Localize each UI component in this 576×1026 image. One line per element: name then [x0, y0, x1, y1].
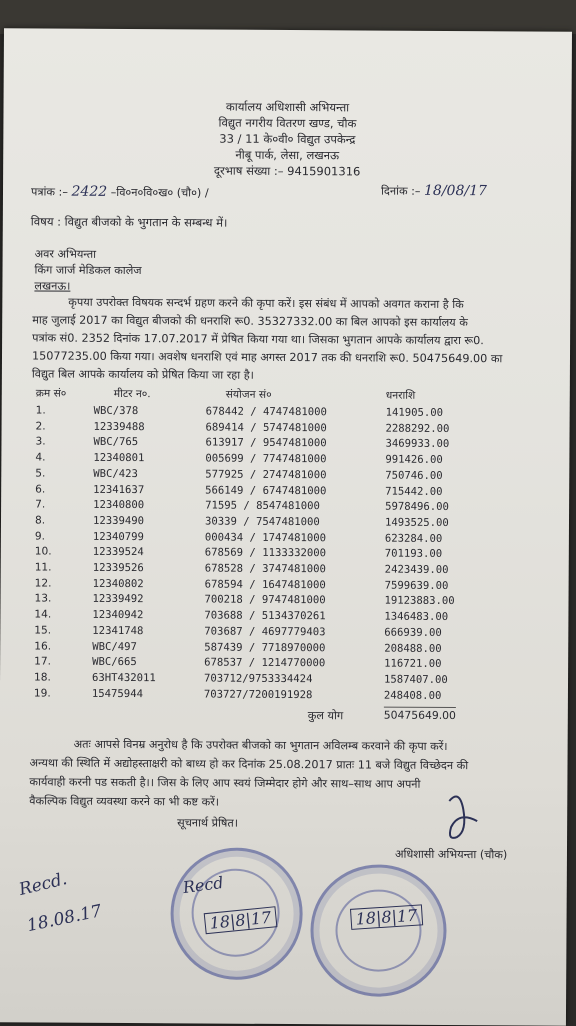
date-line [381, 183, 487, 200]
row-connection: 005699 / 7747481000 [205, 452, 327, 466]
closing-line: वैकल्पिक विद्युत व्यवस्था करने का भी कष्ट करें। [29, 794, 220, 809]
row-connection: 703687 / 4697779403 [204, 625, 326, 639]
row-connection: 566149 / 6747481000 [205, 484, 327, 497]
row-amount: 1346483.00 [384, 610, 449, 624]
table-row [1, 561, 561, 578]
office-title: कार्यालय अधिशासी अभियन्ता [225, 99, 350, 115]
row-serial: 7. [35, 498, 46, 511]
row-meter: 12339526 [92, 561, 144, 575]
table-row [1, 546, 561, 563]
ref-number: 2422 [71, 183, 108, 200]
row-connection: 000434 / 1747481000 [204, 531, 327, 544]
row-meter: 12341748 [92, 624, 144, 637]
row-serial: 19. [33, 687, 51, 700]
total-value: 50475649.00 [383, 708, 456, 723]
table-header [2, 386, 562, 403]
closing-line: कार्यवाही करनी पड सकती है।। जिस के लिए आप स्वयं जिम्मेदार होगे और साथ–साथ आप अपनी [29, 775, 421, 791]
row-amount: 7599639.00 [384, 579, 449, 592]
signatory: अधिशासी अभियन्ता (चौक) [394, 847, 508, 862]
table-row [2, 420, 562, 437]
row-serial: 8. [34, 514, 46, 527]
row-connection: 678442 / 4747481000 [205, 405, 327, 419]
header-connection: संयोजन सं० [225, 388, 272, 401]
row-serial: 9. [34, 530, 46, 543]
table-row [2, 404, 562, 421]
body-line: माह जुलाई 2017 का विद्युत बीजको की धनराशि रू0. 35327332.00 का बिल आपको इस कार्यालय के [32, 313, 468, 330]
row-connection: 700218 / 9747481000 [204, 593, 326, 607]
row-serial: 14. [34, 608, 52, 621]
row-meter: 12340800 [93, 499, 145, 512]
row-amount: 116721.00 [384, 657, 442, 671]
row-amount: 19123883.00 [384, 594, 455, 608]
row-meter: 12339524 [92, 546, 144, 559]
row-serial: 6. [35, 482, 46, 496]
row-serial: 3. [35, 435, 46, 448]
row-amount: 2288292.00 [385, 422, 450, 435]
total-label: कुल योग [307, 709, 344, 723]
closing-line: अन्यथा की स्थिति में अद्योहस्ताक्षरी को बाध्य हो कर दिनांक 25.08.2017 प्रातः 11 बजे विद्युत विच्छेदन की [29, 756, 469, 773]
row-meter: 63HT432011 [92, 671, 156, 685]
header-amount: धनराशि [385, 389, 416, 402]
recipient-city: लखनऊ। [34, 279, 71, 293]
body-line: पत्रांक सं0. 2352 दिनांक 17.07.2017 में प्रेषित किया गया था। जिसका भुगतान आपके कार्यालय द्वारा रू0. [32, 331, 484, 348]
table-row [0, 671, 560, 688]
table-row [1, 451, 561, 468]
row-meter: 12340942 [92, 608, 144, 622]
table-row [1, 498, 561, 515]
row-meter: WBC/765 [93, 436, 139, 449]
row-serial: 2. [35, 420, 46, 433]
row-meter: 12339492 [92, 593, 144, 606]
body-line: विद्युत बिल आपके कार्यालय को प्रेषित किया जा रहा है। [31, 367, 254, 382]
row-amount: 750746.00 [385, 469, 443, 482]
row-connection: 678528 / 3747481000 [204, 562, 326, 576]
stamp-inner-ring [335, 889, 421, 972]
row-amount: 5978496.00 [385, 500, 449, 514]
row-meter: 12339490 [92, 514, 145, 528]
row-amount: 623284.00 [384, 532, 443, 545]
row-meter: 12340801 [93, 451, 145, 465]
row-connection: 613917 / 9547481000 [205, 436, 327, 450]
body-line: कृपया उपरोक्त विषयक सन्दर्भ ग्रहण करने की कृपा करें। इस संबंध में आपको अवगत कराना है कि [68, 295, 464, 312]
date-label: दिनांक :– [380, 184, 421, 198]
row-serial: 12. [34, 577, 52, 590]
office-phone: दूरभाष संख्या :– 9415901316 [213, 163, 361, 179]
handwritten-date: 18.08.17 [25, 901, 104, 937]
row-connection: 30339 / 7547481000 [204, 515, 320, 529]
substation-name: 33 / 11 के०वी० विद्युत उपकेन्द्र [219, 131, 356, 147]
table-row [1, 483, 561, 500]
ref-suffix: –वि०न०वि०ख० (चौ०) / [110, 185, 209, 200]
subject-line: विषय : विद्युत बीजको के भुगतान के सम्बन्ध में। [30, 214, 228, 230]
table-row [1, 436, 561, 453]
header-serial: क्रम सं० [35, 387, 67, 400]
row-connection: 678569 / 1133332000 [204, 546, 327, 560]
table-row [1, 514, 561, 531]
row-serial: 4. [35, 451, 46, 464]
table-row [0, 608, 560, 625]
closing-line: अतः आपसे विनम्र अनुरोध है कि उपरोक्त बीजको का भुगतान अविलम्ब करवाने की कृपा करें। [73, 737, 448, 753]
row-amount: 666939.00 [384, 626, 442, 639]
row-serial: 11. [34, 561, 52, 574]
row-serial: 13. [34, 592, 52, 605]
row-amount: 991426.00 [385, 453, 443, 467]
row-meter: 12340802 [92, 577, 144, 590]
row-serial: 15. [34, 624, 52, 637]
row-meter: WBC/378 [93, 404, 139, 418]
table-row [1, 577, 561, 594]
ref-label: पत्रांक :– [30, 185, 68, 199]
row-connection: 703727/7200191928 [203, 688, 313, 701]
row-serial: 16. [34, 639, 52, 653]
row-connection: 703688 / 5134370261 [204, 609, 326, 623]
table-row [0, 624, 560, 641]
row-meter: WBC/497 [92, 640, 137, 653]
row-amount: 141905.00 [385, 406, 444, 419]
stamp-date-right: 18|8|17 [350, 904, 423, 930]
row-connection: 678594 / 1647481000 [204, 578, 326, 591]
row-amount: 208488.00 [384, 642, 442, 655]
stamp-recd: Recd [181, 872, 225, 898]
row-connection: 577925 / 2747481000 [205, 468, 327, 482]
row-amount: 1493525.00 [384, 516, 449, 529]
row-meter: WBC/665 [92, 656, 137, 669]
table-row [1, 530, 561, 547]
row-meter: 15475944 [91, 687, 144, 700]
info-line: सूचनार्थ प्रेषित। [177, 816, 239, 830]
row-connection: 587439 / 7718970000 [204, 640, 326, 654]
row-connection: 71595 / 8547481000 [205, 499, 320, 513]
row-serial: 18. [34, 671, 51, 684]
row-amount: 701193.00 [384, 547, 443, 561]
reference-line [31, 183, 209, 200]
row-meter: 12341637 [93, 483, 145, 496]
row-meter: WBC/423 [93, 467, 138, 480]
date-value: 18/08/17 [424, 182, 487, 200]
stamp-date: 18|8|17 [204, 906, 277, 934]
office-address: नीबू पार्क, लेसा, लखनऊ [235, 147, 340, 163]
body-line: 15077235.00 किया गया। अवशेष धनराशि एवं माह अगस्त 2017 तक की धनराशि रू0. 50475649.00 का [31, 349, 503, 366]
office-stamp-right [310, 864, 447, 997]
row-serial: 1. [35, 404, 46, 417]
row-serial: 17. [34, 655, 52, 668]
row-amount: 1587407.00 [383, 673, 448, 686]
signature-mark [429, 791, 499, 851]
table-row [0, 593, 560, 610]
row-connection: 703712/9753334424 [204, 672, 313, 686]
letter-sheet [0, 28, 572, 1025]
row-amount: 248408.00 [383, 689, 442, 702]
row-meter: 12339488 [93, 420, 145, 433]
row-serial: 5. [35, 467, 46, 480]
header-meter: मीटर न०. [113, 387, 151, 401]
row-amount: 3469933.00 [385, 437, 450, 451]
row-amount: 715442.00 [385, 485, 443, 498]
handwritten-recd: Recd. [17, 869, 70, 900]
division-name: विद्युत नगरीय वितरण खण्ड, चौक [218, 115, 357, 131]
row-meter: 12340799 [92, 530, 144, 543]
row-serial: 10. [34, 545, 52, 558]
table-row [1, 467, 561, 484]
table-row [0, 655, 560, 672]
recipient-office: किंग जार्ज मेडिकल कालेज [34, 263, 142, 278]
table-row [0, 640, 560, 657]
row-connection: 678537 / 1214770000 [204, 656, 326, 670]
row-amount: 2423439.00 [384, 563, 449, 576]
row-connection: 689414 / 5747481000 [205, 421, 327, 434]
table-row [0, 687, 560, 704]
recipient-designation: अवर अभियन्ता [34, 247, 97, 261]
